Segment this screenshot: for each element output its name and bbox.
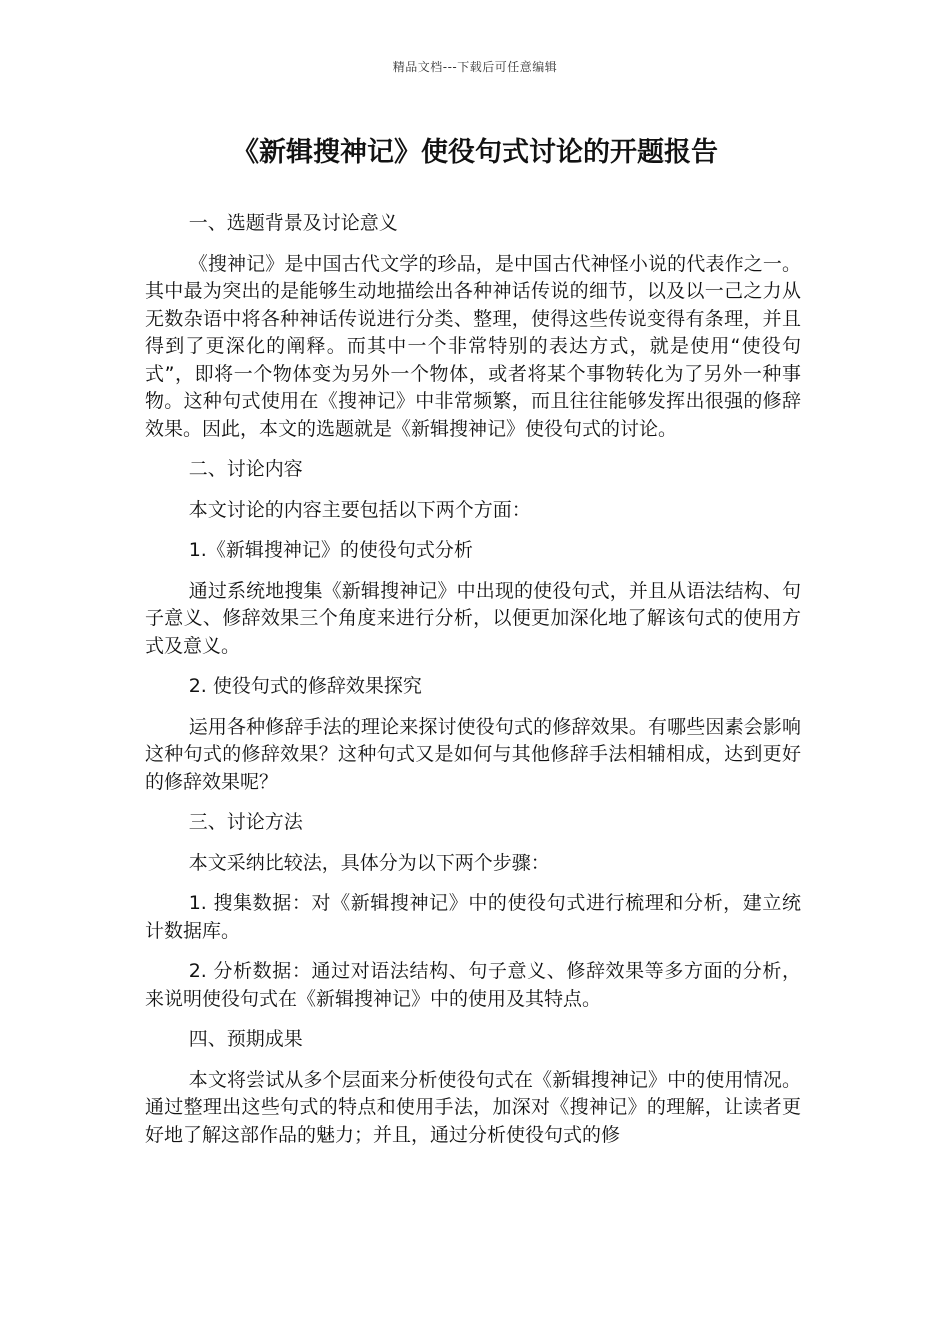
section-heading-method: 三、讨论方法 — [188, 811, 303, 833]
document-body — [145, 210, 801, 1162]
section-heading-outcome: 四、预期成果 — [188, 1028, 303, 1050]
subheading-analysis: 1.《新辑搜神记》的使役句式分析 — [188, 539, 473, 561]
paragraph-method-step-1: 1. 搜集数据：对《新辑搜神记》中的使役句式进行梳理和分析，建立统计数据库。 — [145, 892, 801, 942]
section-heading-content: 二、讨论内容 — [188, 458, 303, 480]
document-title: 《新辑搜神记》使役句式讨论的开题报告 — [232, 137, 718, 168]
paragraph-method-step-2: 2. 分析数据：通过对语法结构、句子意义、修辞效果等多方面的分析，来说明使役句式在《新辑搜神记》中的使用及其特点。 — [145, 960, 801, 1010]
paragraph-outcome: 本文将尝试从多个层面来分析使役句式在《新辑搜神记》中的使用情况。通过整理出这些句式的特点和使用手法，加深对《搜神记》的理解，让读者更好地了解这部作品的魅力；并且，通过分析使役句式的修 — [145, 1068, 801, 1146]
paragraph-background: 《搜神记》是中国古代文学的珍品，是中国古代神怪小说的代表作之一。其中最为突出的是能够生动地描绘出各种神话传说的细节，以及以一己之力从无数杂语中将各种神话传说进行分类、整理，使得这些传说变得有条理，并且得到了更深化的阐释。而其中一个非常特别的表达方式，就是使用“使役句式”，即将一个物体变为另外一个物体，或者将某个事物转化为了另外一种事物。这种句式使用在《搜神记》中非常频繁，而且往往能够发挥出很强的修辞效果。因此，本文的选题就是《新辑搜神记》使役句式的讨论。 — [145, 252, 801, 440]
paragraph-rhetoric: 运用各种修辞手法的理论来探讨使役句式的修辞效果。有哪些因素会影响这种句式的修辞效果？这种句式又是如何与其他修辞手法相辅相成，达到更好的修辞效果呢？ — [145, 715, 801, 793]
header-note: 精品文档---下载后可任意编辑 — [392, 60, 558, 74]
subheading-rhetoric: 2. 使役句式的修辞效果探究 — [188, 675, 422, 697]
section-heading-background: 一、选题背景及讨论意义 — [188, 212, 398, 234]
paragraph-method-intro: 本文采纳比较法，具体分为以下两个步骤： — [188, 851, 550, 874]
paragraph-content-intro: 本文讨论的内容主要包括以下两个方面： — [188, 498, 531, 521]
paragraph-analysis: 通过系统地搜集《新辑搜神记》中出现的使役句式，并且从语法结构、句子意义、修辞效果三个角度来进行分析，以便更加深化地了解该句式的使用方式及意义。 — [145, 579, 801, 657]
